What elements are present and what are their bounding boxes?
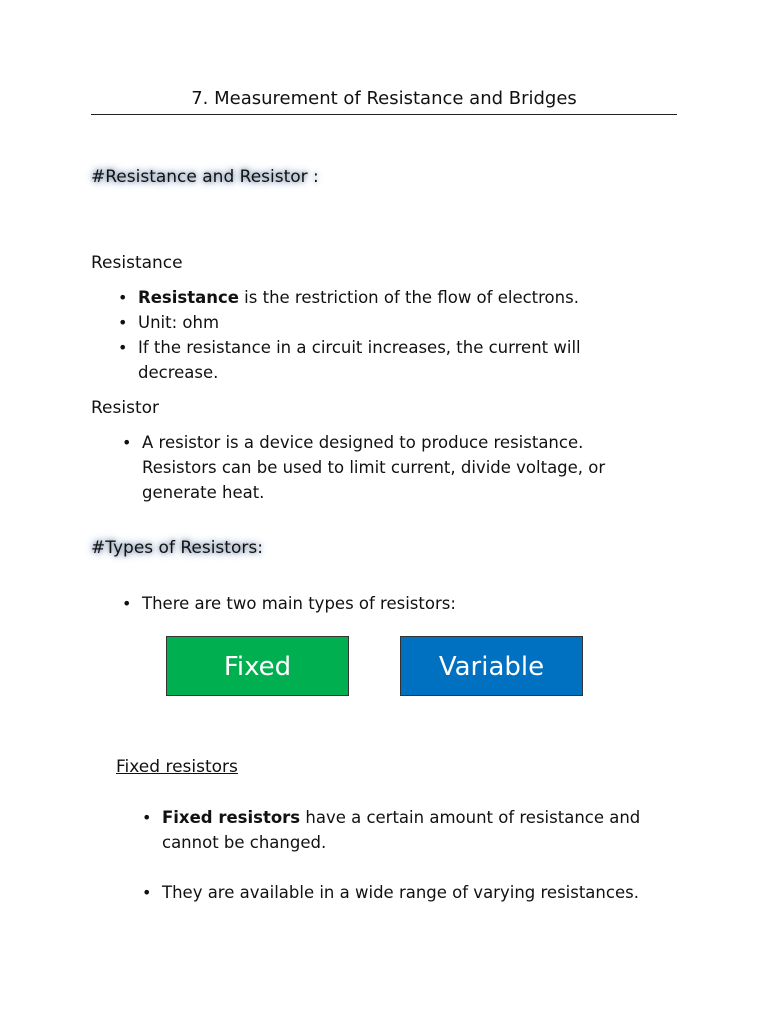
list-item bbox=[114, 285, 644, 310]
document-title: 7. Measurement of Resistance and Bridges bbox=[191, 88, 577, 109]
list-item: • If the resistance in a circuit increases, the current will decrease. bbox=[114, 335, 644, 385]
resistance-bullet-list bbox=[114, 285, 644, 385]
variable-type-box: Variable bbox=[400, 636, 583, 696]
types-intro-bullet-list bbox=[118, 591, 648, 616]
list-item: • Unit: ohm bbox=[114, 310, 644, 335]
section-heading-types-of-resistors: #Types of Resistors: bbox=[91, 538, 263, 558]
bullet-bold-term: Fixed resistors bbox=[162, 808, 301, 827]
list-item bbox=[138, 805, 668, 855]
bullet-bold-term: Resistance bbox=[138, 288, 239, 307]
section-heading-resistance-and-resistor: #Resistance and Resistor : bbox=[91, 167, 319, 187]
resistor-bullet-list bbox=[118, 430, 648, 505]
fixed-type-box: Fixed bbox=[166, 636, 349, 696]
list-item: • A resistor is a device designed to produce resistance. Resistors can be used to limit current, divide voltage, or generate heat. bbox=[118, 430, 648, 505]
subheading-resistor: Resistor bbox=[91, 398, 159, 418]
title-divider bbox=[91, 114, 677, 115]
fixed-resistors-bullet-list bbox=[138, 805, 668, 905]
list-item: • They are available in a wide range of varying resistances. bbox=[138, 880, 668, 905]
list-item: • There are two main types of resistors: bbox=[118, 591, 648, 616]
subheading-fixed-resistors: Fixed resistors bbox=[116, 757, 238, 777]
bullet-text: have a certain amount of resistance and cannot be changed. bbox=[162, 808, 641, 852]
subheading-resistance: Resistance bbox=[91, 253, 183, 273]
bullet-text: is the restriction of the flow of electrons. bbox=[238, 288, 579, 307]
